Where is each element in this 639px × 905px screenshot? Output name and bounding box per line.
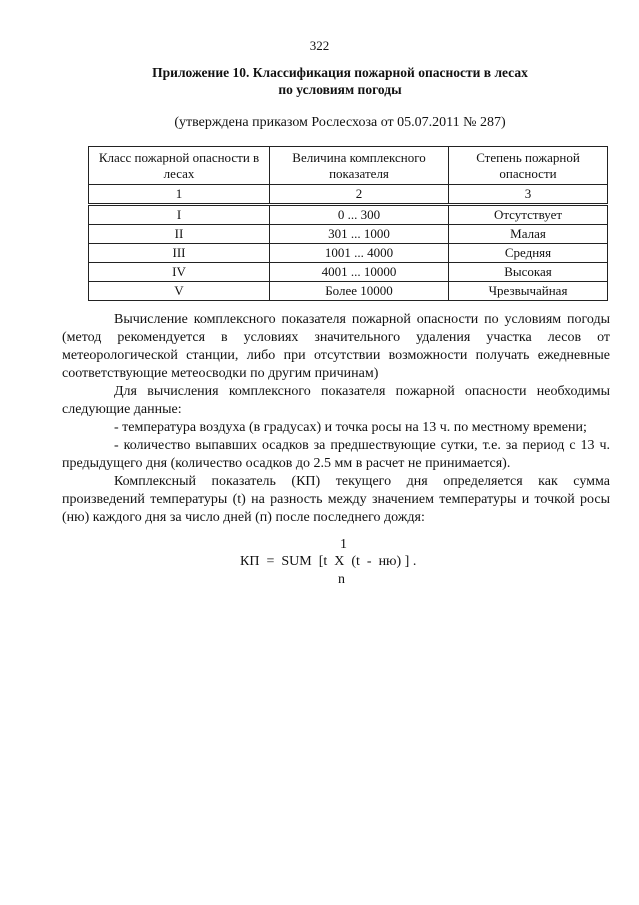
table-cell: 301 ... 1000	[270, 225, 449, 244]
table-cell: 1001 ... 4000	[270, 244, 449, 263]
table-cell: 3	[449, 185, 608, 205]
table-row	[89, 205, 608, 225]
table-row	[89, 244, 608, 263]
formula: КП = SUM [t X (t - ню) ] .	[240, 554, 417, 569]
table-header-cell: Степень пожарной опасности	[449, 147, 608, 185]
formula-upper-limit: 1	[340, 537, 347, 552]
title-line-1: Приложение 10. Классификация пожарной опасности в лесах	[152, 65, 528, 80]
table-cell: 4001 ... 10000	[270, 263, 449, 282]
table-cell: V	[89, 282, 270, 301]
table-cell: II	[89, 225, 270, 244]
table-header-cell: Величина комплексного показателя	[270, 147, 449, 185]
table-header-row	[89, 147, 608, 185]
table-cell: Высокая	[449, 263, 608, 282]
paragraph: - температура воздуха (в градусах) и точка росы на 13 ч. по местному времени;	[114, 420, 587, 435]
formula-lower-limit: n	[338, 572, 345, 587]
table-row	[89, 263, 608, 282]
table-cell: Малая	[449, 225, 608, 244]
table-cell: I	[89, 205, 270, 225]
table-cell: IV	[89, 263, 270, 282]
table-cell: 0 ... 300	[270, 205, 449, 225]
table-cell: Чрезвычайная	[449, 282, 608, 301]
paragraph: - количество выпавших осадков за предшествующие сутки, т.е. за период с 13 ч. предыдущего дня (количество осадков до 2.5 мм в расчет не принимается).	[62, 438, 610, 471]
title-line-2: по условиям погоды	[278, 82, 402, 97]
page-number: 322	[309, 38, 330, 53]
table-cell: III	[89, 244, 270, 263]
paragraph: Комплексный показатель (КП) текущего дня определяется как сумма произведений температуры (t) на разность между значением температуры и точкой росы (ню) каждого дня за число дней (п) после последнего дождя:	[62, 474, 610, 525]
table-cell: Отсутствует	[449, 205, 608, 225]
table-row	[89, 282, 608, 301]
fire-danger-table	[88, 146, 608, 301]
appendix-title	[40, 64, 639, 98]
table-header-cell: Класс пожарной опасности в лесах	[89, 147, 270, 185]
table-cell: Более 10000	[270, 282, 449, 301]
paragraph: Для вычисления комплексного показателя пожарной опасности необходимы следующие данные:	[62, 384, 610, 417]
table-row	[89, 225, 608, 244]
paragraph: Вычисление комплексного показателя пожарной опасности по условиям погоды (метод рекомендуется в условиях значительного удаления участка лесов от метеорологической станции, либо при отсутствии возможности получать ежедневные соответствующие метеосводки по другим причинам)	[62, 312, 610, 381]
table-numbering-row	[89, 185, 608, 205]
table-cell: Средняя	[449, 244, 608, 263]
approval-note: (утверждена приказом Рослесхоза от 05.07.2011 № 287)	[174, 115, 506, 130]
body-text	[62, 311, 610, 527]
table-cell: 1	[89, 185, 270, 205]
table-cell: 2	[270, 185, 449, 205]
